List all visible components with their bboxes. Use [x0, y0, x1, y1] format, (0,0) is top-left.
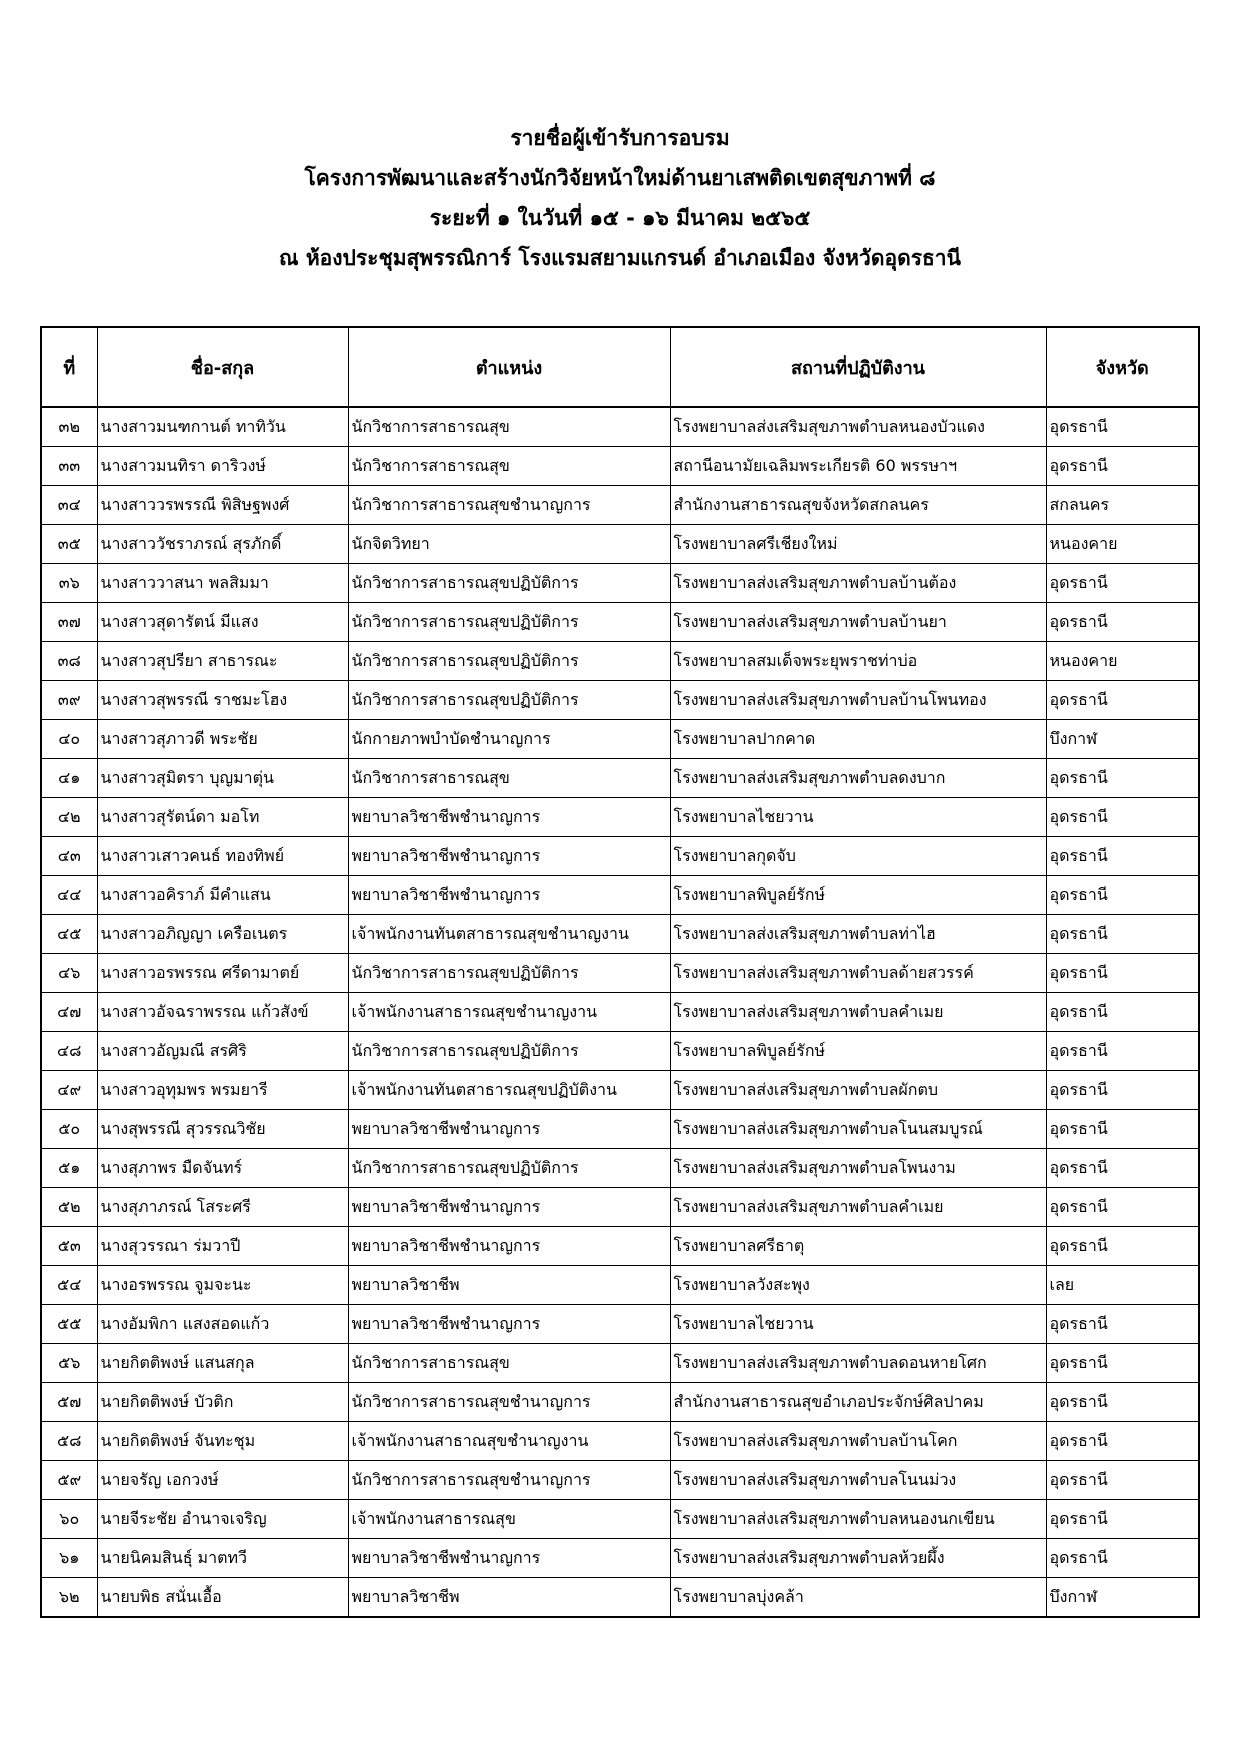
row-number-cell: ๔๘	[41, 1032, 97, 1071]
workplace-cell: โรงพยาบาลส่งเสริมสุขภาพตำบลหนองบัวแดง	[670, 407, 1046, 447]
participant-name-cell: นางสาวสุดารัตน์ มีแสง	[97, 603, 348, 642]
position-cell: พยาบาลวิชาชีพชำนาญการ	[348, 1110, 670, 1149]
province-cell: อุดรธานี	[1046, 798, 1199, 837]
province-cell: อุดรธานี	[1046, 1539, 1199, 1578]
table-row	[41, 954, 1199, 993]
row-number-cell: ๕๖	[41, 1344, 97, 1383]
participant-name-cell: นางสาววรพรรณี พิสิษฐพงศ์	[97, 486, 348, 525]
participant-name-cell: นายจรัญ เอกวงษ์	[97, 1461, 348, 1500]
participant-table	[40, 326, 1200, 1618]
row-number-cell: ๕๕	[41, 1305, 97, 1344]
row-number-cell: ๔๒	[41, 798, 97, 837]
workplace-cell: โรงพยาบาลปากคาด	[670, 720, 1046, 759]
position-cell: นักวิชาการสาธารณสุข	[348, 407, 670, 447]
position-cell: นักวิชาการสาธารณสุขปฏิบัติการ	[348, 564, 670, 603]
workplace-cell: โรงพยาบาลส่งเสริมสุขภาพตำบลผักตบ	[670, 1071, 1046, 1110]
workplace-cell: โรงพยาบาลส่งเสริมสุขภาพตำบลดอนหายโศก	[670, 1344, 1046, 1383]
workplace-cell: โรงพยาบาลวังสะพุง	[670, 1266, 1046, 1305]
table-row	[41, 407, 1199, 447]
row-number-cell: ๔๗	[41, 993, 97, 1032]
position-cell: นักวิชาการสาธารณสุขปฏิบัติการ	[348, 954, 670, 993]
province-cell: หนองคาย	[1046, 642, 1199, 681]
participant-name-cell: นางสุวรรณา ร่มวาปี	[97, 1227, 348, 1266]
province-cell: อุดรธานี	[1046, 681, 1199, 720]
participant-name-cell: นางสาวสุภาวดี พระชัย	[97, 720, 348, 759]
table-row	[41, 447, 1199, 486]
table-row	[41, 525, 1199, 564]
participant-name-cell: นางสาววาสนา พลสิมมา	[97, 564, 348, 603]
row-number-cell: ๔๐	[41, 720, 97, 759]
position-cell: นักวิชาการสาธารณสุขปฏิบัติการ	[348, 1149, 670, 1188]
position-cell: เจ้าพนักงานทันตสาธารณสุขชำนาญงาน	[348, 915, 670, 954]
row-number-cell: ๖๑	[41, 1539, 97, 1578]
workplace-cell: โรงพยาบาลส่งเสริมสุขภาพตำบลห้วยผึ้ง	[670, 1539, 1046, 1578]
workplace-cell: โรงพยาบาลส่งเสริมสุขภาพตำบลบ้านยา	[670, 603, 1046, 642]
workplace-cell: โรงพยาบาลไชยวาน	[670, 1305, 1046, 1344]
province-cell: อุดรธานี	[1046, 564, 1199, 603]
participant-name-cell: นายบพิธ สนั่นเอื้อ	[97, 1578, 348, 1618]
row-number-cell: ๔๕	[41, 915, 97, 954]
table-row	[41, 876, 1199, 915]
workplace-cell: สถานีอนามัยเฉลิมพระเกียรติ 60 พรรษาฯ	[670, 447, 1046, 486]
table-row	[41, 720, 1199, 759]
row-number-cell: ๕๘	[41, 1422, 97, 1461]
participant-name-cell: นางสาวอรพรรณ ศรีดามาตย์	[97, 954, 348, 993]
participant-name-cell: นายกิตติพงษ์ จันทะชุม	[97, 1422, 348, 1461]
province-cell: บึงกาฬ	[1046, 1578, 1199, 1618]
province-cell: อุดรธานี	[1046, 1032, 1199, 1071]
workplace-cell: โรงพยาบาลศรีธาตุ	[670, 1227, 1046, 1266]
position-cell: นักจิตวิทยา	[348, 525, 670, 564]
workplace-cell: โรงพยาบาลส่งเสริมสุขภาพตำบลบ้านต้อง	[670, 564, 1046, 603]
province-cell: อุดรธานี	[1046, 1461, 1199, 1500]
row-number-cell: ๖๒	[41, 1578, 97, 1618]
table-row	[41, 993, 1199, 1032]
position-cell: นักวิชาการสาธารณสุขปฏิบัติการ	[348, 681, 670, 720]
participant-name-cell: นายนิคมสินธุ์ มาตทวี	[97, 1539, 348, 1578]
table-row	[41, 1539, 1199, 1578]
row-number-cell: ๓๖	[41, 564, 97, 603]
column-header-number: ที่	[41, 327, 97, 407]
workplace-cell: โรงพยาบาลไชยวาน	[670, 798, 1046, 837]
position-cell: นักกายภาพบำบัดชำนาญการ	[348, 720, 670, 759]
position-cell: พยาบาลวิชาชีพชำนาญการ	[348, 1305, 670, 1344]
workplace-cell: โรงพยาบาลส่งเสริมสุขภาพตำบลดงบาก	[670, 759, 1046, 798]
row-number-cell: ๔๙	[41, 1071, 97, 1110]
table-row	[41, 1500, 1199, 1539]
table-row	[41, 915, 1199, 954]
participant-name-cell: นางอัมพิกา แสงสอดแก้ว	[97, 1305, 348, 1344]
position-cell: เจ้าพนักงานสาธาณสุขชำนาญงาน	[348, 1422, 670, 1461]
province-cell: อุดรธานี	[1046, 1110, 1199, 1149]
workplace-cell: โรงพยาบาลส่งเสริมสุขภาพตำบลคำเมย	[670, 993, 1046, 1032]
participant-name-cell: นางสุพรรณี สุวรรณวิชัย	[97, 1110, 348, 1149]
table-row	[41, 1383, 1199, 1422]
workplace-cell: โรงพยาบาลกุดจับ	[670, 837, 1046, 876]
province-cell: อุดรธานี	[1046, 1344, 1199, 1383]
province-cell: อุดรธานี	[1046, 876, 1199, 915]
row-number-cell: ๕๒	[41, 1188, 97, 1227]
table-row	[41, 681, 1199, 720]
column-header-name: ชื่อ-สกุล	[97, 327, 348, 407]
row-number-cell: ๓๔	[41, 486, 97, 525]
row-number-cell: ๓๗	[41, 603, 97, 642]
workplace-cell: โรงพยาบาลส่งเสริมสุขภาพตำบลหนองนกเขียน	[670, 1500, 1046, 1539]
workplace-cell: โรงพยาบาลศรีเชียงใหม่	[670, 525, 1046, 564]
position-cell: พยาบาลวิชาชีพ	[348, 1266, 670, 1305]
province-cell: อุดรธานี	[1046, 1071, 1199, 1110]
position-cell: นักวิชาการสาธารณสุขชำนาญการ	[348, 1461, 670, 1500]
event-venue: ณ ห้องประชุมสุพรรณิการ์ โรงแรมสยามแกรนด์ อำเภอเมือง จังหวัดอุดรธานี	[279, 246, 961, 270]
participant-name-cell: นางสาวอุทุมพร พรมยารี	[97, 1071, 348, 1110]
row-number-cell: ๕๗	[41, 1383, 97, 1422]
table-row	[41, 1227, 1199, 1266]
table-row	[41, 642, 1199, 681]
workplace-cell: โรงพยาบาลสมเด็จพระยุพราชท่าบ่อ	[670, 642, 1046, 681]
province-cell: อุดรธานี	[1046, 837, 1199, 876]
participant-name-cell: นางสาวอัจฉราพรรณ แก้วสังข์	[97, 993, 348, 1032]
workplace-cell: โรงพยาบาลส่งเสริมสุขภาพตำบลโนนม่วง	[670, 1461, 1046, 1500]
participant-name-cell: นางสุภาภรณ์ โสระศรี	[97, 1188, 348, 1227]
row-number-cell: ๖๐	[41, 1500, 97, 1539]
workplace-cell: โรงพยาบาลส่งเสริมสุขภาพตำบลโพนงาม	[670, 1149, 1046, 1188]
table-row	[41, 1188, 1199, 1227]
table-row	[41, 1578, 1199, 1618]
participant-name-cell: นางสาวสุพรรณี ราชมะโฮง	[97, 681, 348, 720]
column-header-position: ตำแหน่ง	[348, 327, 670, 407]
participant-name-cell: นายกิตติพงษ์ บัวติก	[97, 1383, 348, 1422]
row-number-cell: ๓๒	[41, 407, 97, 447]
row-number-cell: ๔๓	[41, 837, 97, 876]
province-cell: หนองคาย	[1046, 525, 1199, 564]
row-number-cell: ๔๖	[41, 954, 97, 993]
table-row	[41, 798, 1199, 837]
province-cell: อุดรธานี	[1046, 1227, 1199, 1266]
participant-name-cell: นางสาวเสาวคนธ์ ทองทิพย์	[97, 837, 348, 876]
workplace-cell: โรงพยาบาลส่งเสริมสุขภาพตำบลบ้านโพนทอง	[670, 681, 1046, 720]
participant-name-cell: นางสาวสุรัตน์ดา มอโท	[97, 798, 348, 837]
row-number-cell: ๓๙	[41, 681, 97, 720]
province-cell: อุดรธานี	[1046, 1422, 1199, 1461]
table-row	[41, 1071, 1199, 1110]
position-cell: พยาบาลวิชาชีพชำนาญการ	[348, 798, 670, 837]
province-cell: อุดรธานี	[1046, 993, 1199, 1032]
participant-name-cell: นางสุภาพร มืดจันทร์	[97, 1149, 348, 1188]
row-number-cell: ๔๑	[41, 759, 97, 798]
participant-name-cell: นางสาวอภิญญา เครือเนตร	[97, 915, 348, 954]
event-dates: ระยะที่ ๑ ในวันที่ ๑๕ - ๑๖ มีนาคม ๒๕๖๕	[429, 206, 811, 230]
table-row	[41, 837, 1199, 876]
position-cell: พยาบาลวิชาชีพชำนาญการ	[348, 837, 670, 876]
position-cell: พยาบาลวิชาชีพชำนาญการ	[348, 1539, 670, 1578]
workplace-cell: โรงพยาบาลพิบูลย์รักษ์	[670, 1032, 1046, 1071]
position-cell: นักวิชาการสาธารณสุขปฏิบัติการ	[348, 603, 670, 642]
position-cell: พยาบาลวิชาชีพชำนาญการ	[348, 1188, 670, 1227]
table-row	[41, 1149, 1199, 1188]
row-number-cell: ๕๑	[41, 1149, 97, 1188]
province-cell: อุดรธานี	[1046, 1383, 1199, 1422]
workplace-cell: โรงพยาบาลพิบูลย์รักษ์	[670, 876, 1046, 915]
province-cell: อุดรธานี	[1046, 1149, 1199, 1188]
table-row	[41, 759, 1199, 798]
column-header-province: จังหวัด	[1046, 327, 1199, 407]
position-cell: เจ้าพนักงานสาธารณสุขชำนาญงาน	[348, 993, 670, 1032]
position-cell: นักวิชาการสาธารณสุขชำนาญการ	[348, 486, 670, 525]
province-cell: อุดรธานี	[1046, 1188, 1199, 1227]
participant-name-cell: นางสาววัชราภรณ์ สุรภักดิ์	[97, 525, 348, 564]
participant-name-cell: นางสาวสุปรียา สาธารณะ	[97, 642, 348, 681]
workplace-cell: โรงพยาบาลบุ่งคล้า	[670, 1578, 1046, 1618]
workplace-cell: โรงพยาบาลส่งเสริมสุขภาพตำบลบ้านโคก	[670, 1422, 1046, 1461]
position-cell: นักวิชาการสาธารณสุขชำนาญการ	[348, 1383, 670, 1422]
position-cell: นักวิชาการสาธารณสุขปฏิบัติการ	[348, 642, 670, 681]
province-cell: อุดรธานี	[1046, 915, 1199, 954]
position-cell: นักวิชาการสาธารณสุข	[348, 1344, 670, 1383]
row-number-cell: ๔๔	[41, 876, 97, 915]
position-cell: นักวิชาการสาธารณสุข	[348, 759, 670, 798]
position-cell: พยาบาลวิชาชีพชำนาญการ	[348, 876, 670, 915]
position-cell: เจ้าพนักงานทันตสาธารณสุขปฏิบัติงาน	[348, 1071, 670, 1110]
table-row	[41, 1032, 1199, 1071]
row-number-cell: ๕๓	[41, 1227, 97, 1266]
workplace-cell: โรงพยาบาลส่งเสริมสุขภาพตำบลด้ายสวรรค์	[670, 954, 1046, 993]
table-row	[41, 1461, 1199, 1500]
workplace-cell: โรงพยาบาลส่งเสริมสุขภาพตำบลท่าไฮ	[670, 915, 1046, 954]
row-number-cell: ๓๘	[41, 642, 97, 681]
province-cell: สกลนคร	[1046, 486, 1199, 525]
participant-name-cell: นางสาวอัญมณี สรศิริ	[97, 1032, 348, 1071]
province-cell: อุดรธานี	[1046, 1305, 1199, 1344]
table-row	[41, 564, 1199, 603]
table-body	[41, 407, 1199, 1617]
position-cell: เจ้าพนักงานสาธารณสุข	[348, 1500, 670, 1539]
province-cell: อุดรธานี	[1046, 954, 1199, 993]
participant-name-cell: นายจีระชัย อำนาจเจริญ	[97, 1500, 348, 1539]
province-cell: อุดรธานี	[1046, 603, 1199, 642]
province-cell: เลย	[1046, 1266, 1199, 1305]
row-number-cell: ๓๓	[41, 447, 97, 486]
participant-name-cell: นายกิตติพงษ์ แสนสกุล	[97, 1344, 348, 1383]
province-cell: อุดรธานี	[1046, 447, 1199, 486]
table-row	[41, 1305, 1199, 1344]
table-row	[41, 603, 1199, 642]
position-cell: พยาบาลวิชาชีพชำนาญการ	[348, 1227, 670, 1266]
position-cell: นักวิชาการสาธารณสุข	[348, 447, 670, 486]
province-cell: บึงกาฬ	[1046, 720, 1199, 759]
participant-name-cell: นางสาวมนทิรา ดาริวงษ์	[97, 447, 348, 486]
province-cell: อุดรธานี	[1046, 759, 1199, 798]
participant-name-cell: นางสาวอคิราภ์ มีคำแสน	[97, 876, 348, 915]
row-number-cell: ๕๔	[41, 1266, 97, 1305]
document-title: รายชื่อผู้เข้ารับการอบรม	[510, 126, 730, 150]
participant-name-cell: นางอรพรรณ จูมจะนะ	[97, 1266, 348, 1305]
project-name: โครงการพัฒนาและสร้างนักวิจัยหน้าใหม่ด้านยาเสพติดเขตสุขภาพที่ ๘	[304, 166, 936, 190]
table-row	[41, 1422, 1199, 1461]
workplace-cell: โรงพยาบาลส่งเสริมสุขภาพตำบลโนนสมบูรณ์	[670, 1110, 1046, 1149]
row-number-cell: ๕๙	[41, 1461, 97, 1500]
participant-name-cell: นางสาวมนฑกานต์ ทาทิวัน	[97, 407, 348, 447]
row-number-cell: ๓๕	[41, 525, 97, 564]
document-header	[0, 118, 1240, 278]
province-cell: อุดรธานี	[1046, 1500, 1199, 1539]
row-number-cell: ๕๐	[41, 1110, 97, 1149]
table-header-row	[41, 327, 1199, 407]
position-cell: นักวิชาการสาธารณสุขปฏิบัติการ	[348, 1032, 670, 1071]
table-row	[41, 486, 1199, 525]
table-row	[41, 1110, 1199, 1149]
workplace-cell: โรงพยาบาลส่งเสริมสุขภาพตำบลคำเมย	[670, 1188, 1046, 1227]
column-header-workplace: สถานที่ปฏิบัติงาน	[670, 327, 1046, 407]
position-cell: พยาบาลวิชาชีพ	[348, 1578, 670, 1618]
table-row	[41, 1344, 1199, 1383]
workplace-cell: สำนักงานสาธารณสุขอำเภอประจักษ์ศิลปาคม	[670, 1383, 1046, 1422]
province-cell: อุดรธานี	[1046, 407, 1199, 447]
table-row	[41, 1266, 1199, 1305]
participant-name-cell: นางสาวสุมิตรา บุญมาตุ่น	[97, 759, 348, 798]
workplace-cell: สำนักงานสาธารณสุขจังหวัดสกลนคร	[670, 486, 1046, 525]
